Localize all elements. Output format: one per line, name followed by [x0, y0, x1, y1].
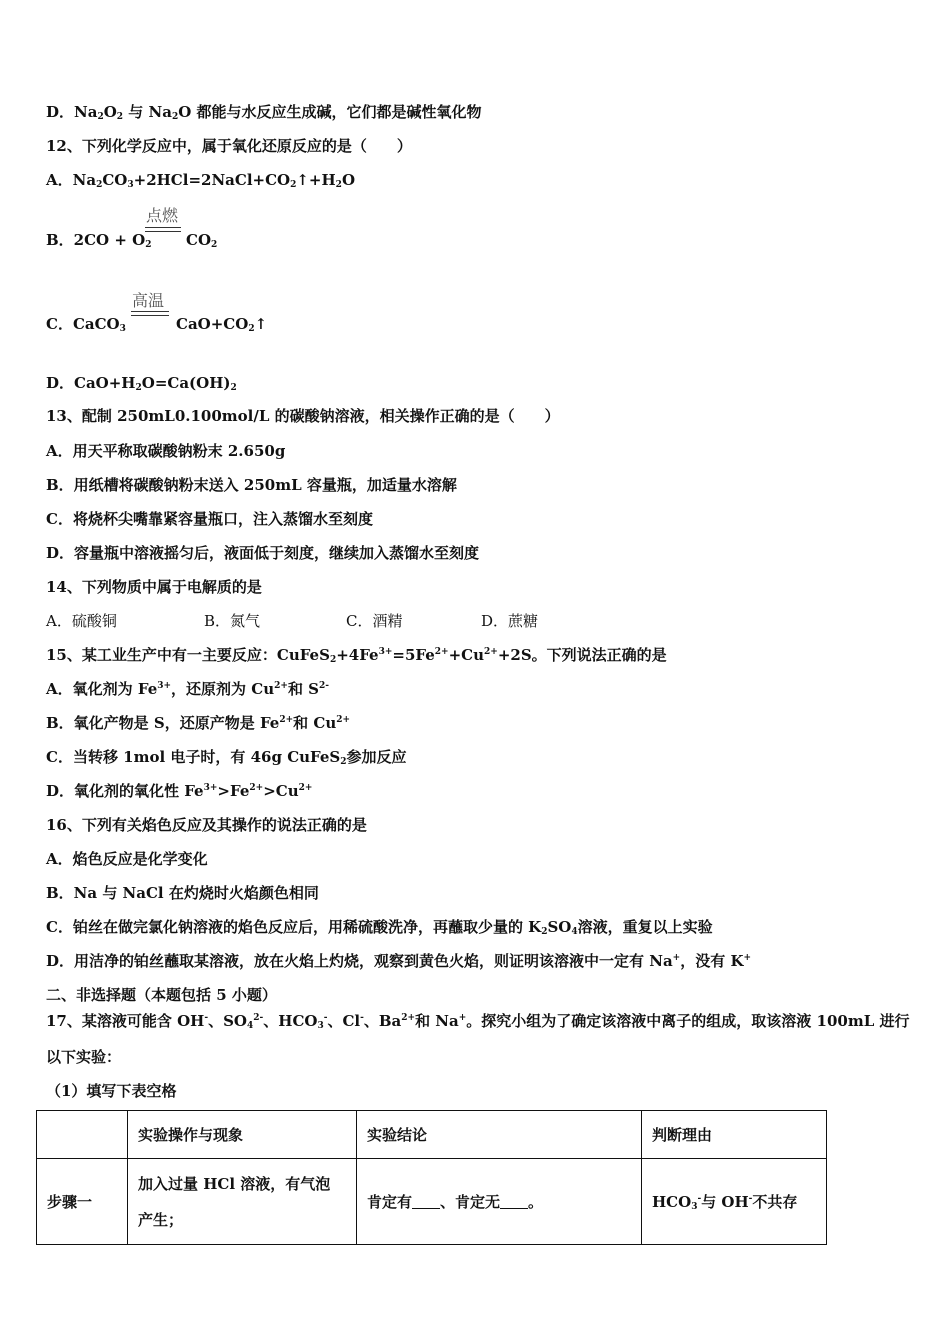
q14-option-a: A．硫酸铜: [46, 612, 117, 630]
table-cell-reason: $HCO_3^-$与 OH-不共存: [642, 1159, 827, 1245]
table-cell-step: 步骤一: [37, 1159, 128, 1245]
q12-option-b-equals-sign: [145, 227, 181, 232]
section-heading: 二、非选择题（本题包括 5 小题）: [46, 986, 277, 1004]
q15-option-b: B．氧化产物是 S，还原产物是 $Fe^{2+}$和 $Cu^{2+}$: [46, 714, 351, 732]
q12-option-b-condition: 点燃: [146, 206, 179, 225]
q12-option-a: A．$Na_2CO_3+2HCl=2NaCl+CO_2↑+H_2O$: [46, 171, 356, 190]
q12-stem: 12、下列化学反应中，属于氧化还原反应的是（ ）: [46, 137, 412, 155]
q13-option-c: C．将烧杯尖嘴靠紧容量瓶口，注入蒸馏水至刻度: [46, 510, 373, 528]
q16-option-d: D．用洁净的铂丝蘸取某溶液，放在火焰上灼烧，观察到黄色火焰，则证明该溶液中一定有 Na+，没有 K+: [46, 952, 752, 970]
q16-stem: 16、下列有关焰色反应及其操作的说法正确的是: [46, 816, 367, 834]
q15-option-c: C．当转移 1mol 电子时，有 46g CuFeS$_2$参加反应: [46, 748, 407, 767]
q17-stem-line1: 17、某溶液可能含 OH-、$SO_4^{2-}$、$HCO_3^-$、Cl-、$Ba^{2+}$和 Na+。探究小组为了确定该溶液中离子的组成，取该溶液 100mL 进行: [46, 1012, 910, 1031]
table-header-row: [37, 1111, 827, 1159]
q12-option-b-left: B．$2CO + O_2$: [46, 231, 152, 250]
q14-option-c: C．酒精: [346, 612, 403, 630]
q11-option-d: D．$Na_2O_2$ 与 $Na_2O$ 都能与水反应生成碱，它们都是碱性氧化物: [46, 103, 482, 122]
q12-option-c-right: $CaO+CO_2↑$: [176, 315, 268, 334]
table-header-empty: [37, 1111, 128, 1159]
q16-option-c: C．铂丝在做完氯化钠溶液的焰色反应后，用稀硫酸洗净，再蘸取少量的 $K_2SO_4$溶液，重复以上实验: [46, 918, 713, 937]
q17-table: [36, 1110, 827, 1245]
table-row: [37, 1159, 827, 1245]
answer-blank-present[interactable]: [412, 1194, 440, 1209]
table-cell-operation: [128, 1159, 357, 1245]
q14-option-d: D．蔗糖: [481, 612, 539, 630]
q12-option-d: D．$CaO+H_2O=Ca(OH)_2$: [46, 374, 237, 393]
answer-blank-absent[interactable]: [500, 1194, 528, 1209]
q12-option-b-right: $CO_2$: [186, 231, 218, 250]
q17-stem-line2: 以下实验：: [46, 1048, 122, 1066]
q15-option-d: D．氧化剂的氧化性 $Fe^{3+}>Fe^{2+}>Cu^{2+}$: [46, 782, 313, 800]
table-header-reason: 判断理由: [642, 1111, 827, 1159]
table-cell-conclusion: 肯定有 、肯定无 。: [357, 1159, 642, 1245]
q16-option-a: A．焰色反应是化学变化: [46, 850, 208, 868]
q12-option-c-left: C．CaCO$_3$: [46, 315, 126, 334]
q13-option-d: D．容量瓶中溶液摇匀后，液面低于刻度，继续加入蒸馏水至刻度: [46, 544, 480, 562]
q15-option-a: A．氧化剂为 $Fe^{3+}$，还原剂为 $Cu^{2+}$和 $S^{2-}$: [46, 680, 329, 698]
q14-stem: 14、下列物质中属于电解质的是: [46, 578, 262, 596]
operation-line-2: 产生；: [138, 1210, 184, 1229]
q13-option-b: B．用纸槽将碳酸钠粉末送入 250mL 容量瓶，加适量水溶解: [46, 476, 457, 494]
q13-option-a: A．用天平称取碳酸钠粉末 2.650g: [46, 442, 286, 460]
q17-subquestion-1: （1）填写下表空格: [46, 1082, 177, 1100]
q14-option-b: B．氮气: [204, 612, 261, 630]
q12-option-c-condition: 高温: [132, 291, 165, 310]
q12-option-c-equals-sign: [131, 311, 169, 316]
table-header-conclusion: 实验结论: [357, 1111, 642, 1159]
q15-stem: 15、某工业生产中有一主要反应：$CuFeS_2+4Fe^{3+}=5Fe^{2+}+Cu^{2+}+2S$。下列说法正确的是: [46, 646, 667, 665]
operation-line-1: 加入过量 HCl 溶液，有气泡: [138, 1174, 331, 1193]
q13-stem: 13、配制 250mL0.100mol/L 的碳酸钠溶液，相关操作正确的是（ ）: [46, 407, 560, 425]
table-header-operation: 实验操作与现象: [128, 1111, 357, 1159]
q16-option-b: B．Na 与 NaCl 在灼烧时火焰颜色相同: [46, 884, 319, 902]
